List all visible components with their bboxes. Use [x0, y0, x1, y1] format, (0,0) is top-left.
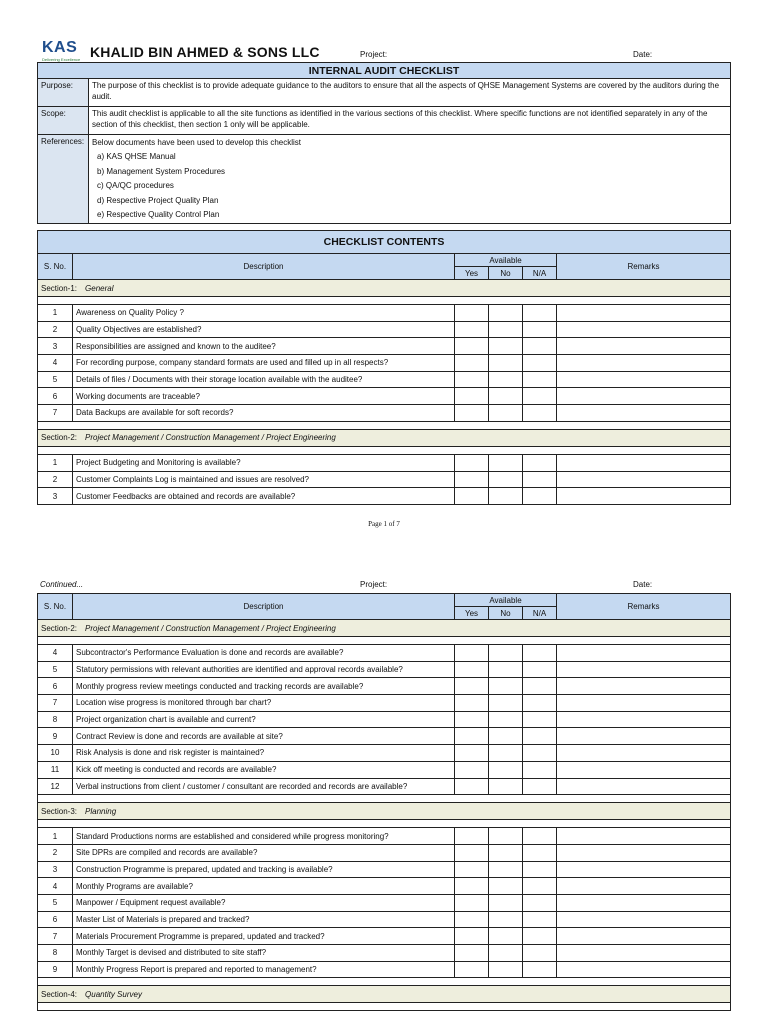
na-cell[interactable]: [523, 878, 557, 895]
section-header: [38, 429, 731, 446]
no-cell[interactable]: [489, 928, 523, 945]
remarks-cell[interactable]: [557, 844, 731, 861]
row-number: 3: [38, 861, 73, 878]
na-cell[interactable]: [523, 661, 557, 678]
remarks-cell[interactable]: [557, 454, 731, 471]
remarks-cell[interactable]: [557, 745, 731, 762]
yes-cell[interactable]: [455, 878, 489, 895]
date-label-2: Date:: [633, 580, 653, 589]
row-number: 9: [38, 961, 73, 978]
remarks-cell[interactable]: [557, 878, 731, 895]
na-cell[interactable]: [523, 355, 557, 372]
row-number: 2: [38, 321, 73, 338]
col-no-header: No: [489, 267, 523, 280]
section-row: [38, 280, 731, 297]
checklist-row: [38, 471, 731, 488]
row-number: 9: [38, 728, 73, 745]
col-available-header: Available: [455, 594, 557, 607]
checklist-row: [38, 745, 731, 762]
yes-cell[interactable]: [455, 745, 489, 762]
remarks-cell[interactable]: [557, 711, 731, 728]
remarks-cell[interactable]: [557, 321, 731, 338]
no-cell[interactable]: [489, 711, 523, 728]
spacer-row: [38, 820, 731, 828]
remarks-cell[interactable]: [557, 488, 731, 505]
remarks-cell[interactable]: [557, 911, 731, 928]
remarks-cell[interactable]: [557, 661, 731, 678]
scope-text: This audit checklist is applicable to all the site functions as identified in the various sections of this checklist. Where specific functions are not identified separately in any of the section of this checklist, then section 1 only will be applicable.: [89, 107, 731, 135]
no-cell[interactable]: [489, 454, 523, 471]
col-sno-header: S. No.: [38, 254, 73, 280]
row-description: Master List of Materials is prepared and tracked?: [73, 911, 455, 928]
no-cell[interactable]: [489, 878, 523, 895]
na-cell[interactable]: [523, 388, 557, 405]
no-cell[interactable]: [489, 761, 523, 778]
spacer-cell: [38, 978, 731, 986]
row-number: 6: [38, 678, 73, 695]
checklist-row: [38, 388, 731, 405]
spacer-cell: [38, 1003, 731, 1011]
section-header: [38, 986, 731, 1003]
company-logo: [42, 40, 84, 64]
remarks-cell[interactable]: [557, 388, 731, 405]
yes-cell[interactable]: [455, 728, 489, 745]
no-cell[interactable]: [489, 355, 523, 372]
checklist-row: [38, 961, 731, 978]
remarks-cell[interactable]: [557, 305, 731, 322]
checklist-row: [38, 945, 731, 962]
na-cell[interactable]: [523, 728, 557, 745]
checklist-row: [38, 878, 731, 895]
row-number: 2: [38, 471, 73, 488]
no-cell[interactable]: [489, 388, 523, 405]
row-description: Standard Productions norms are established and considered while progress monitoring?: [73, 828, 455, 845]
spacer-cell: [38, 421, 731, 429]
logo-tagline: Delivering Excellence: [42, 57, 81, 62]
remarks-cell[interactable]: [557, 678, 731, 695]
remarks-cell[interactable]: [557, 761, 731, 778]
spacer-cell: [38, 637, 731, 645]
section-name: Project Management / Construction Management / Project Engineering: [85, 623, 336, 633]
row-number: 7: [38, 928, 73, 945]
row-number: 6: [38, 388, 73, 405]
remarks-cell[interactable]: [557, 945, 731, 962]
checklist-row: [38, 695, 731, 712]
row-description: Working documents are traceable?: [73, 388, 455, 405]
col-available-header: Available: [455, 254, 557, 267]
spacer-row: [38, 978, 731, 986]
row-description: Site DPRs are compiled and records are available?: [73, 844, 455, 861]
row-number: 4: [38, 645, 73, 662]
yes-cell[interactable]: [455, 678, 489, 695]
section-header: [38, 620, 731, 637]
checklist-row: [38, 844, 731, 861]
yes-cell[interactable]: [455, 645, 489, 662]
col-yes-header: Yes: [455, 607, 489, 620]
spacer-row: [38, 637, 731, 645]
checklist-title: INTERNAL AUDIT CHECKLIST: [38, 63, 731, 79]
checklist-row: [38, 454, 731, 471]
row-number: 10: [38, 745, 73, 762]
section-name: Project Management / Construction Management / Project Engineering: [85, 433, 336, 443]
col-na-header: N/A: [523, 607, 557, 620]
row-description: Monthly Target is devised and distributed to site staff?: [73, 945, 455, 962]
no-cell[interactable]: [489, 661, 523, 678]
section-header: [38, 280, 731, 297]
row-description: Project organization chart is available and current?: [73, 711, 455, 728]
checklist-contents-title: CHECKLIST CONTENTS: [38, 231, 731, 254]
row-number: 4: [38, 355, 73, 372]
row-description: Monthly Programs are available?: [73, 878, 455, 895]
col-remarks-header: Remarks: [557, 594, 731, 620]
date-label: Date:: [633, 50, 653, 59]
yes-cell[interactable]: [455, 338, 489, 355]
spacer-row: [38, 795, 731, 803]
yes-cell[interactable]: [455, 454, 489, 471]
checklist-row: [38, 711, 731, 728]
checklist-row: [38, 338, 731, 355]
na-cell[interactable]: [523, 338, 557, 355]
col-sno-header: S. No.: [38, 594, 73, 620]
row-number: 4: [38, 878, 73, 895]
remarks-cell[interactable]: [557, 778, 731, 795]
na-cell[interactable]: [523, 844, 557, 861]
no-cell[interactable]: [489, 338, 523, 355]
row-number: 12: [38, 778, 73, 795]
section-label: Section-1:: [41, 283, 78, 293]
checklist-row: [38, 321, 731, 338]
yes-cell[interactable]: [455, 911, 489, 928]
yes-cell[interactable]: [455, 711, 489, 728]
yes-cell[interactable]: [455, 961, 489, 978]
remarks-cell[interactable]: [557, 928, 731, 945]
no-cell[interactable]: [489, 405, 523, 422]
scope-label: Scope:: [38, 107, 89, 135]
col-description-header: Description: [73, 594, 455, 620]
row-number: 5: [38, 371, 73, 388]
yes-cell[interactable]: [455, 371, 489, 388]
na-cell[interactable]: [523, 778, 557, 795]
remarks-cell[interactable]: [557, 338, 731, 355]
row-number: 2: [38, 844, 73, 861]
reference-item: a) KAS QHSE Manual: [97, 152, 176, 161]
no-cell[interactable]: [489, 471, 523, 488]
section-row: [38, 429, 731, 446]
yes-cell[interactable]: [455, 844, 489, 861]
na-cell[interactable]: [523, 894, 557, 911]
spacer-row: [38, 297, 731, 305]
row-description: Responsibilities are assigned and known to the auditee?: [73, 338, 455, 355]
reference-item: c) QA/QC procedures: [97, 181, 174, 190]
checklist-row: [38, 861, 731, 878]
row-number: 8: [38, 945, 73, 962]
remarks-cell[interactable]: [557, 355, 731, 372]
row-description: Customer Complaints Log is maintained and issues are resolved?: [73, 471, 455, 488]
references-cell: [89, 135, 731, 224]
na-cell[interactable]: [523, 371, 557, 388]
row-description: Subcontractor's Performance Evaluation is done and records are available?: [73, 645, 455, 662]
no-cell[interactable]: [489, 894, 523, 911]
yes-cell[interactable]: [455, 305, 489, 322]
company-name: KHALID BIN AHMED & SONS LLC: [90, 44, 320, 60]
spacer-row: [38, 1003, 731, 1011]
row-description: Manpower / Equipment request available?: [73, 894, 455, 911]
section-row: [38, 620, 731, 637]
page-footer: Page 1 of 7: [368, 520, 400, 528]
yes-cell[interactable]: [455, 488, 489, 505]
row-number: 8: [38, 711, 73, 728]
checklist-row: [38, 405, 731, 422]
no-cell[interactable]: [489, 695, 523, 712]
section-label: Section-3:: [41, 806, 78, 816]
spacer-row: [38, 421, 731, 429]
yes-cell[interactable]: [455, 945, 489, 962]
section-header: [38, 803, 731, 820]
checklist-row: [38, 911, 731, 928]
row-description: Materials Procurement Programme is prepared, updated and tracked?: [73, 928, 455, 945]
checklist-row: [38, 761, 731, 778]
remarks-cell[interactable]: [557, 645, 731, 662]
col-description-header: Description: [73, 254, 455, 280]
na-cell[interactable]: [523, 745, 557, 762]
yes-cell[interactable]: [455, 894, 489, 911]
no-cell[interactable]: [489, 911, 523, 928]
yes-cell[interactable]: [455, 761, 489, 778]
remarks-cell[interactable]: [557, 695, 731, 712]
spacer-cell: [38, 820, 731, 828]
reference-item: d) Respective Project Quality Plan: [97, 195, 219, 205]
checklist-row: [38, 488, 731, 505]
checklist-row: [38, 928, 731, 945]
na-cell[interactable]: [523, 645, 557, 662]
no-cell[interactable]: [489, 488, 523, 505]
remarks-cell[interactable]: [557, 728, 731, 745]
spacer-cell: [38, 446, 731, 454]
no-cell[interactable]: [489, 828, 523, 845]
row-description: Details of files / Documents with their storage location available with the auditee?: [73, 371, 455, 388]
project-label: Project:: [360, 50, 388, 59]
na-cell[interactable]: [523, 305, 557, 322]
na-cell[interactable]: [523, 405, 557, 422]
row-description: Awareness on Quality Policy ?: [73, 305, 455, 322]
spacer-cell: [38, 795, 731, 803]
no-cell[interactable]: [489, 321, 523, 338]
no-cell[interactable]: [489, 678, 523, 695]
row-description: Construction Programme is prepared, updated and tracking is available?: [73, 861, 455, 878]
na-cell[interactable]: [523, 945, 557, 962]
na-cell[interactable]: [523, 454, 557, 471]
yes-cell[interactable]: [455, 928, 489, 945]
no-cell[interactable]: [489, 778, 523, 795]
row-number: 3: [38, 488, 73, 505]
checklist-row: [38, 305, 731, 322]
na-cell[interactable]: [523, 695, 557, 712]
row-number: 5: [38, 661, 73, 678]
yes-cell[interactable]: [455, 388, 489, 405]
remarks-cell[interactable]: [557, 471, 731, 488]
na-cell[interactable]: [523, 861, 557, 878]
no-cell[interactable]: [489, 305, 523, 322]
yes-cell[interactable]: [455, 471, 489, 488]
spacer-cell: [38, 297, 731, 305]
section-row: [38, 803, 731, 820]
section-name: Planning: [85, 806, 117, 816]
continued-label: Continued...: [40, 580, 84, 589]
references-label: References:: [38, 135, 89, 224]
no-cell[interactable]: [489, 728, 523, 745]
no-cell[interactable]: [489, 844, 523, 861]
row-description: Location wise progress is monitored through bar chart?: [73, 695, 455, 712]
checklist-row: [38, 778, 731, 795]
section-label: Section-2:: [41, 433, 78, 443]
section-name: General: [85, 283, 114, 293]
row-number: 3: [38, 338, 73, 355]
section-row: [38, 986, 731, 1003]
remarks-cell[interactable]: [557, 405, 731, 422]
references-list: [92, 150, 727, 223]
yes-cell[interactable]: [455, 695, 489, 712]
remarks-cell[interactable]: [557, 371, 731, 388]
na-cell[interactable]: [523, 321, 557, 338]
logo-text: KAS: [42, 39, 78, 56]
remarks-cell[interactable]: [557, 861, 731, 878]
col-na-header: N/A: [523, 267, 557, 280]
yes-cell[interactable]: [455, 778, 489, 795]
na-cell[interactable]: [523, 488, 557, 505]
purpose-text: The purpose of this checklist is to provide adequate guidance to the auditors to ensure that all the aspects of QHSE Management Systems are covered by the auditors during the audit.: [89, 79, 731, 107]
col-no-header: No: [489, 607, 523, 620]
row-description: Customer Feedbacks are obtained and records are available?: [73, 488, 455, 505]
na-cell[interactable]: [523, 911, 557, 928]
checklist-row: [38, 355, 731, 372]
remarks-cell[interactable]: [557, 894, 731, 911]
na-cell[interactable]: [523, 961, 557, 978]
checklist-row: [38, 728, 731, 745]
no-cell[interactable]: [489, 745, 523, 762]
section-label: Section-2:: [41, 623, 78, 633]
row-description: Project Budgeting and Monitoring is available?: [73, 454, 455, 471]
no-cell[interactable]: [489, 645, 523, 662]
yes-cell[interactable]: [455, 661, 489, 678]
checklist-row: [38, 828, 731, 845]
na-cell[interactable]: [523, 828, 557, 845]
na-cell[interactable]: [523, 471, 557, 488]
yes-cell[interactable]: [455, 321, 489, 338]
section-name: Quantity Survey: [85, 989, 142, 999]
yes-cell[interactable]: [455, 861, 489, 878]
no-cell[interactable]: [489, 371, 523, 388]
row-description: Statutory permissions with relevant authorities are identified and approval records available?: [73, 661, 455, 678]
checklist-row: [38, 645, 731, 662]
checklist-row: [38, 661, 731, 678]
na-cell[interactable]: [523, 761, 557, 778]
col-remarks-header: Remarks: [557, 254, 731, 280]
yes-cell[interactable]: [455, 405, 489, 422]
row-description: Monthly Progress Report is prepared and reported to management?: [73, 961, 455, 978]
row-description: Monthly progress review meetings conducted and tracking records are available?: [73, 678, 455, 695]
remarks-cell[interactable]: [557, 961, 731, 978]
na-cell[interactable]: [523, 711, 557, 728]
page1-body: [38, 280, 731, 505]
row-description: Quality Objectives are established?: [73, 321, 455, 338]
na-cell[interactable]: [523, 678, 557, 695]
project-label-2: Project:: [360, 580, 388, 589]
row-number: 11: [38, 761, 73, 778]
row-number: 1: [38, 454, 73, 471]
checklist-table-page1: [37, 230, 731, 505]
reference-item: e) Respective Quality Control Plan: [97, 210, 220, 219]
row-description: Data Backups are available for soft records?: [73, 405, 455, 422]
yes-cell[interactable]: [455, 355, 489, 372]
page2-body: [38, 620, 731, 1011]
na-cell[interactable]: [523, 928, 557, 945]
row-number: 7: [38, 695, 73, 712]
remarks-cell[interactable]: [557, 828, 731, 845]
checklist-row: [38, 894, 731, 911]
row-description: For recording purpose, company standard formats are used and filled up in all respects?: [73, 355, 455, 372]
col-yes-header: Yes: [455, 267, 489, 280]
row-description: Risk Analysis is done and risk register is maintained?: [73, 745, 455, 762]
row-number: 5: [38, 894, 73, 911]
purpose-label: Purpose:: [38, 79, 89, 107]
no-cell[interactable]: [489, 945, 523, 962]
checklist-table-page2: [37, 593, 731, 1011]
yes-cell[interactable]: [455, 828, 489, 845]
row-description: Verbal instructions from client / customer / consultant are recorded and records are available?: [73, 778, 455, 795]
section-label: Section-4:: [41, 989, 78, 999]
references-intro: Below documents have been used to develop this checklist: [92, 138, 302, 147]
checklist-row: [38, 371, 731, 388]
reference-item: b) Management System Procedures: [97, 166, 226, 176]
row-number: 1: [38, 828, 73, 845]
row-description: Contract Review is done and records are available at site?: [73, 728, 455, 745]
row-number: 6: [38, 911, 73, 928]
checklist-row: [38, 678, 731, 695]
no-cell[interactable]: [489, 861, 523, 878]
row-number: 7: [38, 405, 73, 422]
spacer-row: [38, 446, 731, 454]
row-description: Kick off meeting is conducted and records are available?: [73, 761, 455, 778]
row-number: 1: [38, 305, 73, 322]
checklist-info-table: [37, 62, 731, 224]
no-cell[interactable]: [489, 961, 523, 978]
